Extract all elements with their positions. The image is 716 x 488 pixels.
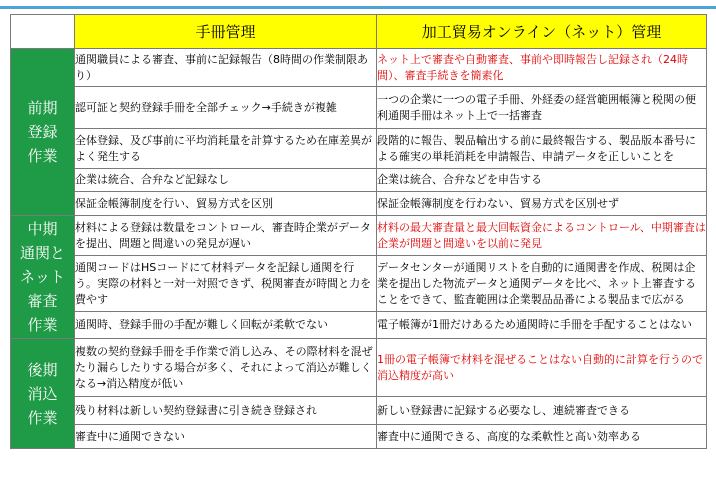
table-row	[11, 129, 707, 169]
online-cell: 新しい登録書に記録する必要なし、連続審査できる	[377, 397, 707, 425]
online-cell: ネット上で審査や自動審査、事前や即時報告し記録され（24時間）、審査手続きを簡素化	[377, 49, 707, 87]
manual-cell: 通関コードはHSコードにて材料データを記録し通関を行う。実際の材料と一対一対照できず、税関審査が時間と力を費やす	[75, 256, 377, 312]
manual-cell: 材料による登録は数量をコントロール、審査時企業がデータを提出、問題と間違いの発見が遅い	[75, 216, 377, 256]
manual-cell: 認可証と契約登録手冊を全部チェック→手続きが複雑	[75, 87, 377, 129]
table-row	[11, 192, 707, 216]
online-cell: 電子帳簿が1冊だけあるため通関時に手冊を手配することはない	[377, 312, 707, 339]
online-cell: 一つの企業に一つの電子手冊、外経委の経営範囲帳簿と税関の便利通関手冊はネット上で一括審査	[377, 87, 707, 129]
header-online: 加工貿易オンライン（ネット）管理	[377, 15, 707, 49]
table-row	[11, 339, 707, 397]
online-cell: 材料の最大審査量と最大回転資金によるコントロール、中期審査は企業が問題と間違いを以前に発見	[377, 216, 707, 256]
table-row	[11, 87, 707, 129]
phase-label-middle: 中期 通関と ネット 審査 作業	[11, 216, 75, 339]
phase-label-late: 後期 消込 作業	[11, 339, 75, 449]
online-cell: 企業は統合、合弁などを申告する	[377, 169, 707, 192]
table-row	[11, 256, 707, 312]
header-manual: 手冊管理	[75, 15, 377, 49]
manual-cell: 企業は統合、合弁など記録なし	[75, 169, 377, 192]
manual-cell: 通関時、登録手冊の手配が難しく回転が柔軟でない	[75, 312, 377, 339]
table-row	[11, 425, 707, 449]
table-row	[11, 216, 707, 256]
online-cell: 保証金帳簿制度を行わない、貿易方式を区別せず	[377, 192, 707, 216]
online-cell: 1冊の電子帳簿で材料を混ぜることはない自動的に計算を行うので消込精度が高い	[377, 339, 707, 397]
phase-label-early: 前期 登録 作業	[11, 49, 75, 216]
header-row	[11, 15, 707, 49]
manual-cell: 保証金帳簿制度を行い、貿易方式を区別	[75, 192, 377, 216]
online-cell: 審査中に通関できる、高度的な柔軟性と高い効率ある	[377, 425, 707, 449]
manual-cell: 審査中に通関できない	[75, 425, 377, 449]
manual-cell: 残り材料は新しい契約登録書に引き続き登録され	[75, 397, 377, 425]
online-cell: 段階的に報告、製品輸出する前に最終報告する、製品版本番号による確実の単耗消耗を申請報告、申請データを正しいことを	[377, 129, 707, 169]
comparison-table	[10, 14, 707, 449]
table-row	[11, 312, 707, 339]
manual-cell: 通関職員による審査、事前に記録報告（8時間の作業制限あり）	[75, 49, 377, 87]
table-row	[11, 49, 707, 87]
corner-cell	[11, 15, 75, 49]
table-row	[11, 169, 707, 192]
table-row	[11, 397, 707, 425]
manual-cell: 全体登録、及び事前に平均消耗量を計算するため在庫差異がよく発生する	[75, 129, 377, 169]
manual-cell: 複数の契約登録手冊を手作業で消し込み、その際材料を混ぜたり漏らしたりする場合が多く、それによって消込が難しくなる→消込精度が低い	[75, 339, 377, 397]
online-cell: データセンターが通関リストを自動的に通関書を作成、税関は企業を提出した物流データと通関データを比べ、ネット上審査することをできて、監査範囲は企業製品品番による製品まで広がる	[377, 256, 707, 312]
top-accent-line	[0, 6, 716, 9]
